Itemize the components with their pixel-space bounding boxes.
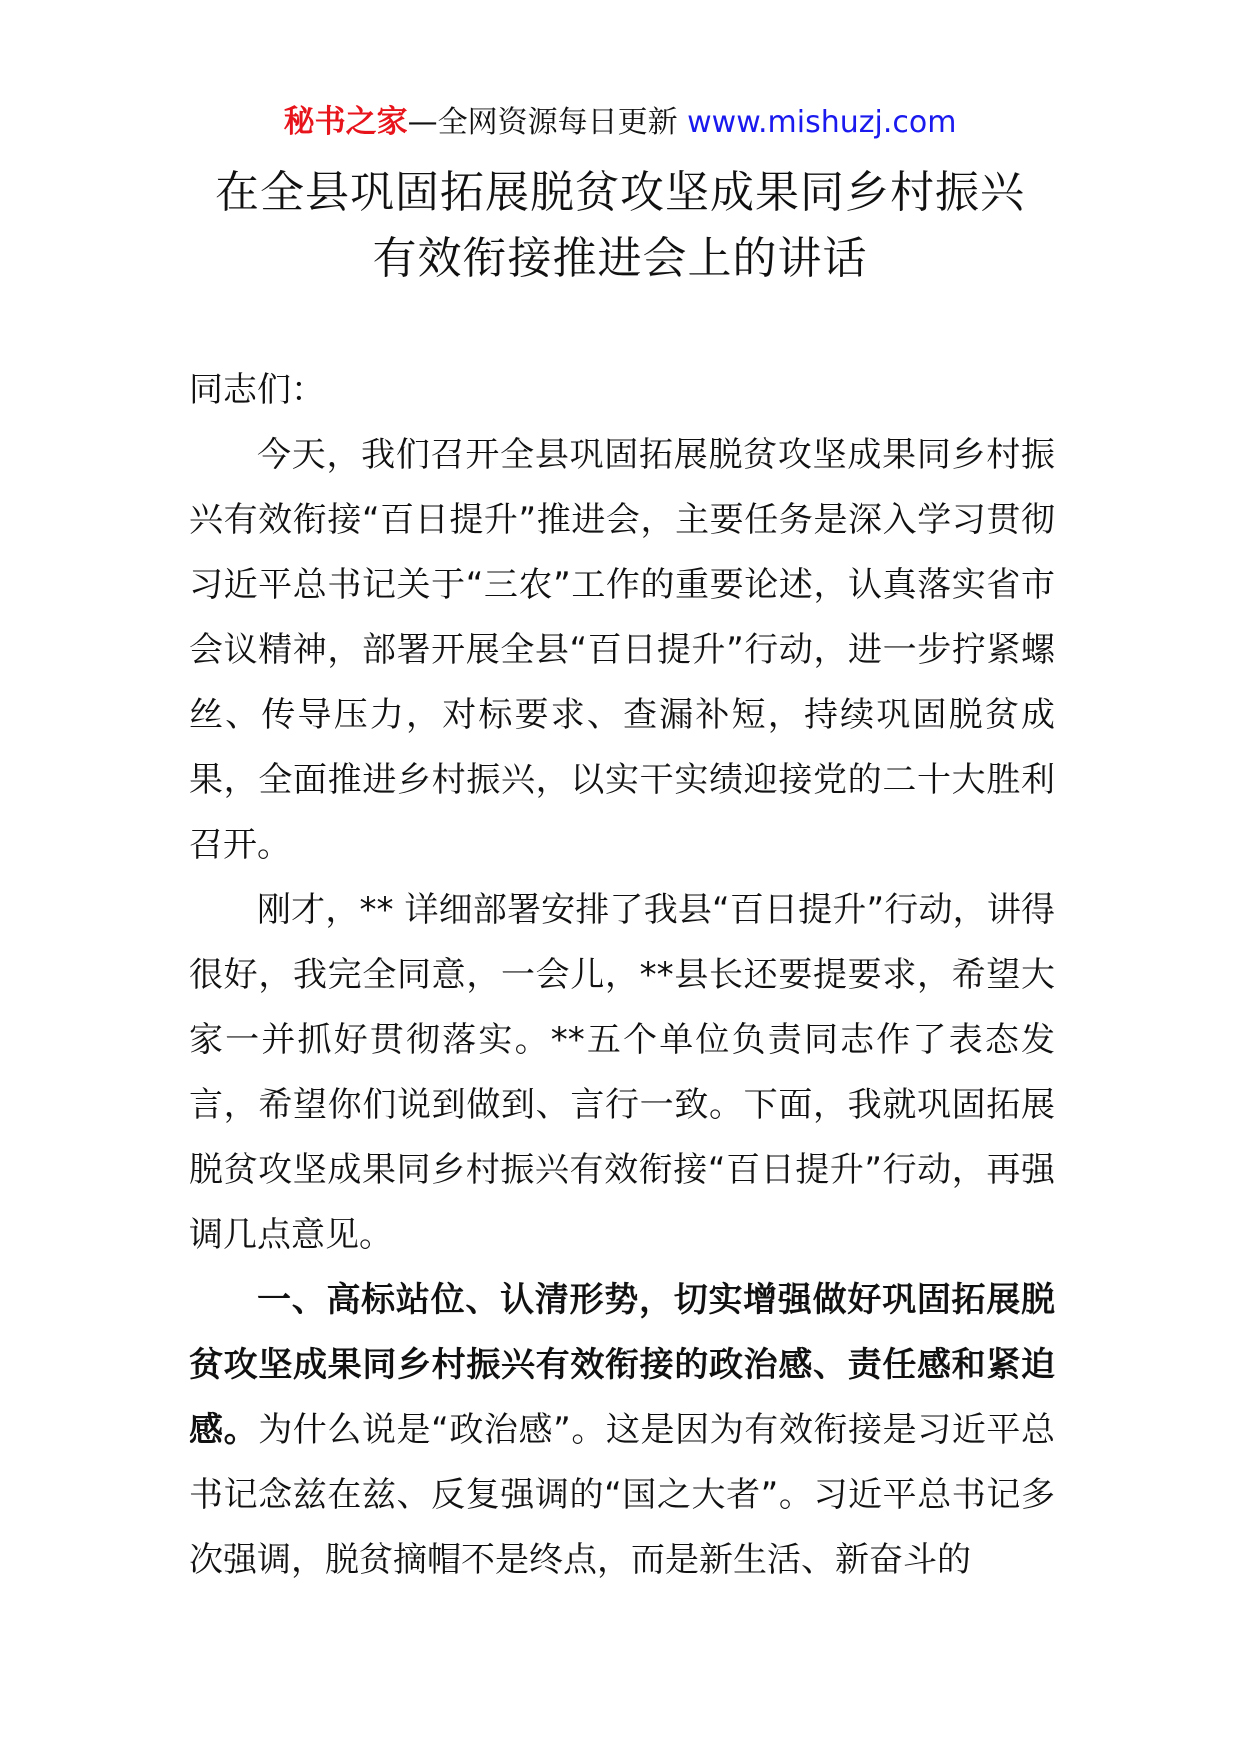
paragraph-opening: 今天，我们召开全县巩固拓展脱贫攻坚成果同乡村振兴有效衔接“百日提升”推进会，主要任务是深入学习贯彻习近平总书记关于“三农”工作的重要论述，认真落实省市会议精神，部署开展全县“百日提升”行动，进一步拧紧螺丝、传导压力，对标要求、查漏补短，持续巩固脱贫成果，全面推进乡村振兴，以实干实绩迎接党的二十大胜利召开。 xyxy=(189,435,1055,865)
title-line-2: 有效衔接推进会上的讲话 xyxy=(372,233,868,284)
paragraph-section-1 xyxy=(189,1268,1055,1593)
document-title xyxy=(130,160,1110,292)
salutation: 同志们： xyxy=(189,370,325,410)
site-tagline: —全网资源每日更新 xyxy=(407,105,688,140)
document-body xyxy=(189,358,1055,1593)
section-1-heading: 一、高标站位、认清形势，切实增强做好巩固拓展脱贫攻坚成果同乡村振兴有效衔接的政治感、责任感和紧迫感。 xyxy=(189,1280,1055,1450)
title-line-1: 在全县巩固拓展脱贫攻坚成果同乡村振兴 xyxy=(215,167,1025,218)
site-url-link[interactable]: www.mishuzj.com xyxy=(687,105,957,140)
site-brand: 秘书之家 xyxy=(283,104,408,140)
section-1-body: 为什么说是“政治感”。这是因为有效衔接是习近平总书记念兹在兹、反复强调的“国之大者”。习近平总书记多次强调，脱贫摘帽不是终点，而是新生活、新奋斗的 xyxy=(189,1410,1055,1580)
paragraph-arrangement: 刚才，** 详细部署安排了我县“百日提升”行动，讲得很好，我完全同意，一会儿，**县长还要提要求，希望大家一并抓好贯彻落实。**五个单位负责同志作了表态发言，希望你们说到做到、言行一致。下面，我就巩固拓展脱贫攻坚成果同乡村振兴有效衔接“百日提升”行动，再强调几点意见。 xyxy=(189,890,1055,1255)
site-banner xyxy=(0,102,1240,143)
